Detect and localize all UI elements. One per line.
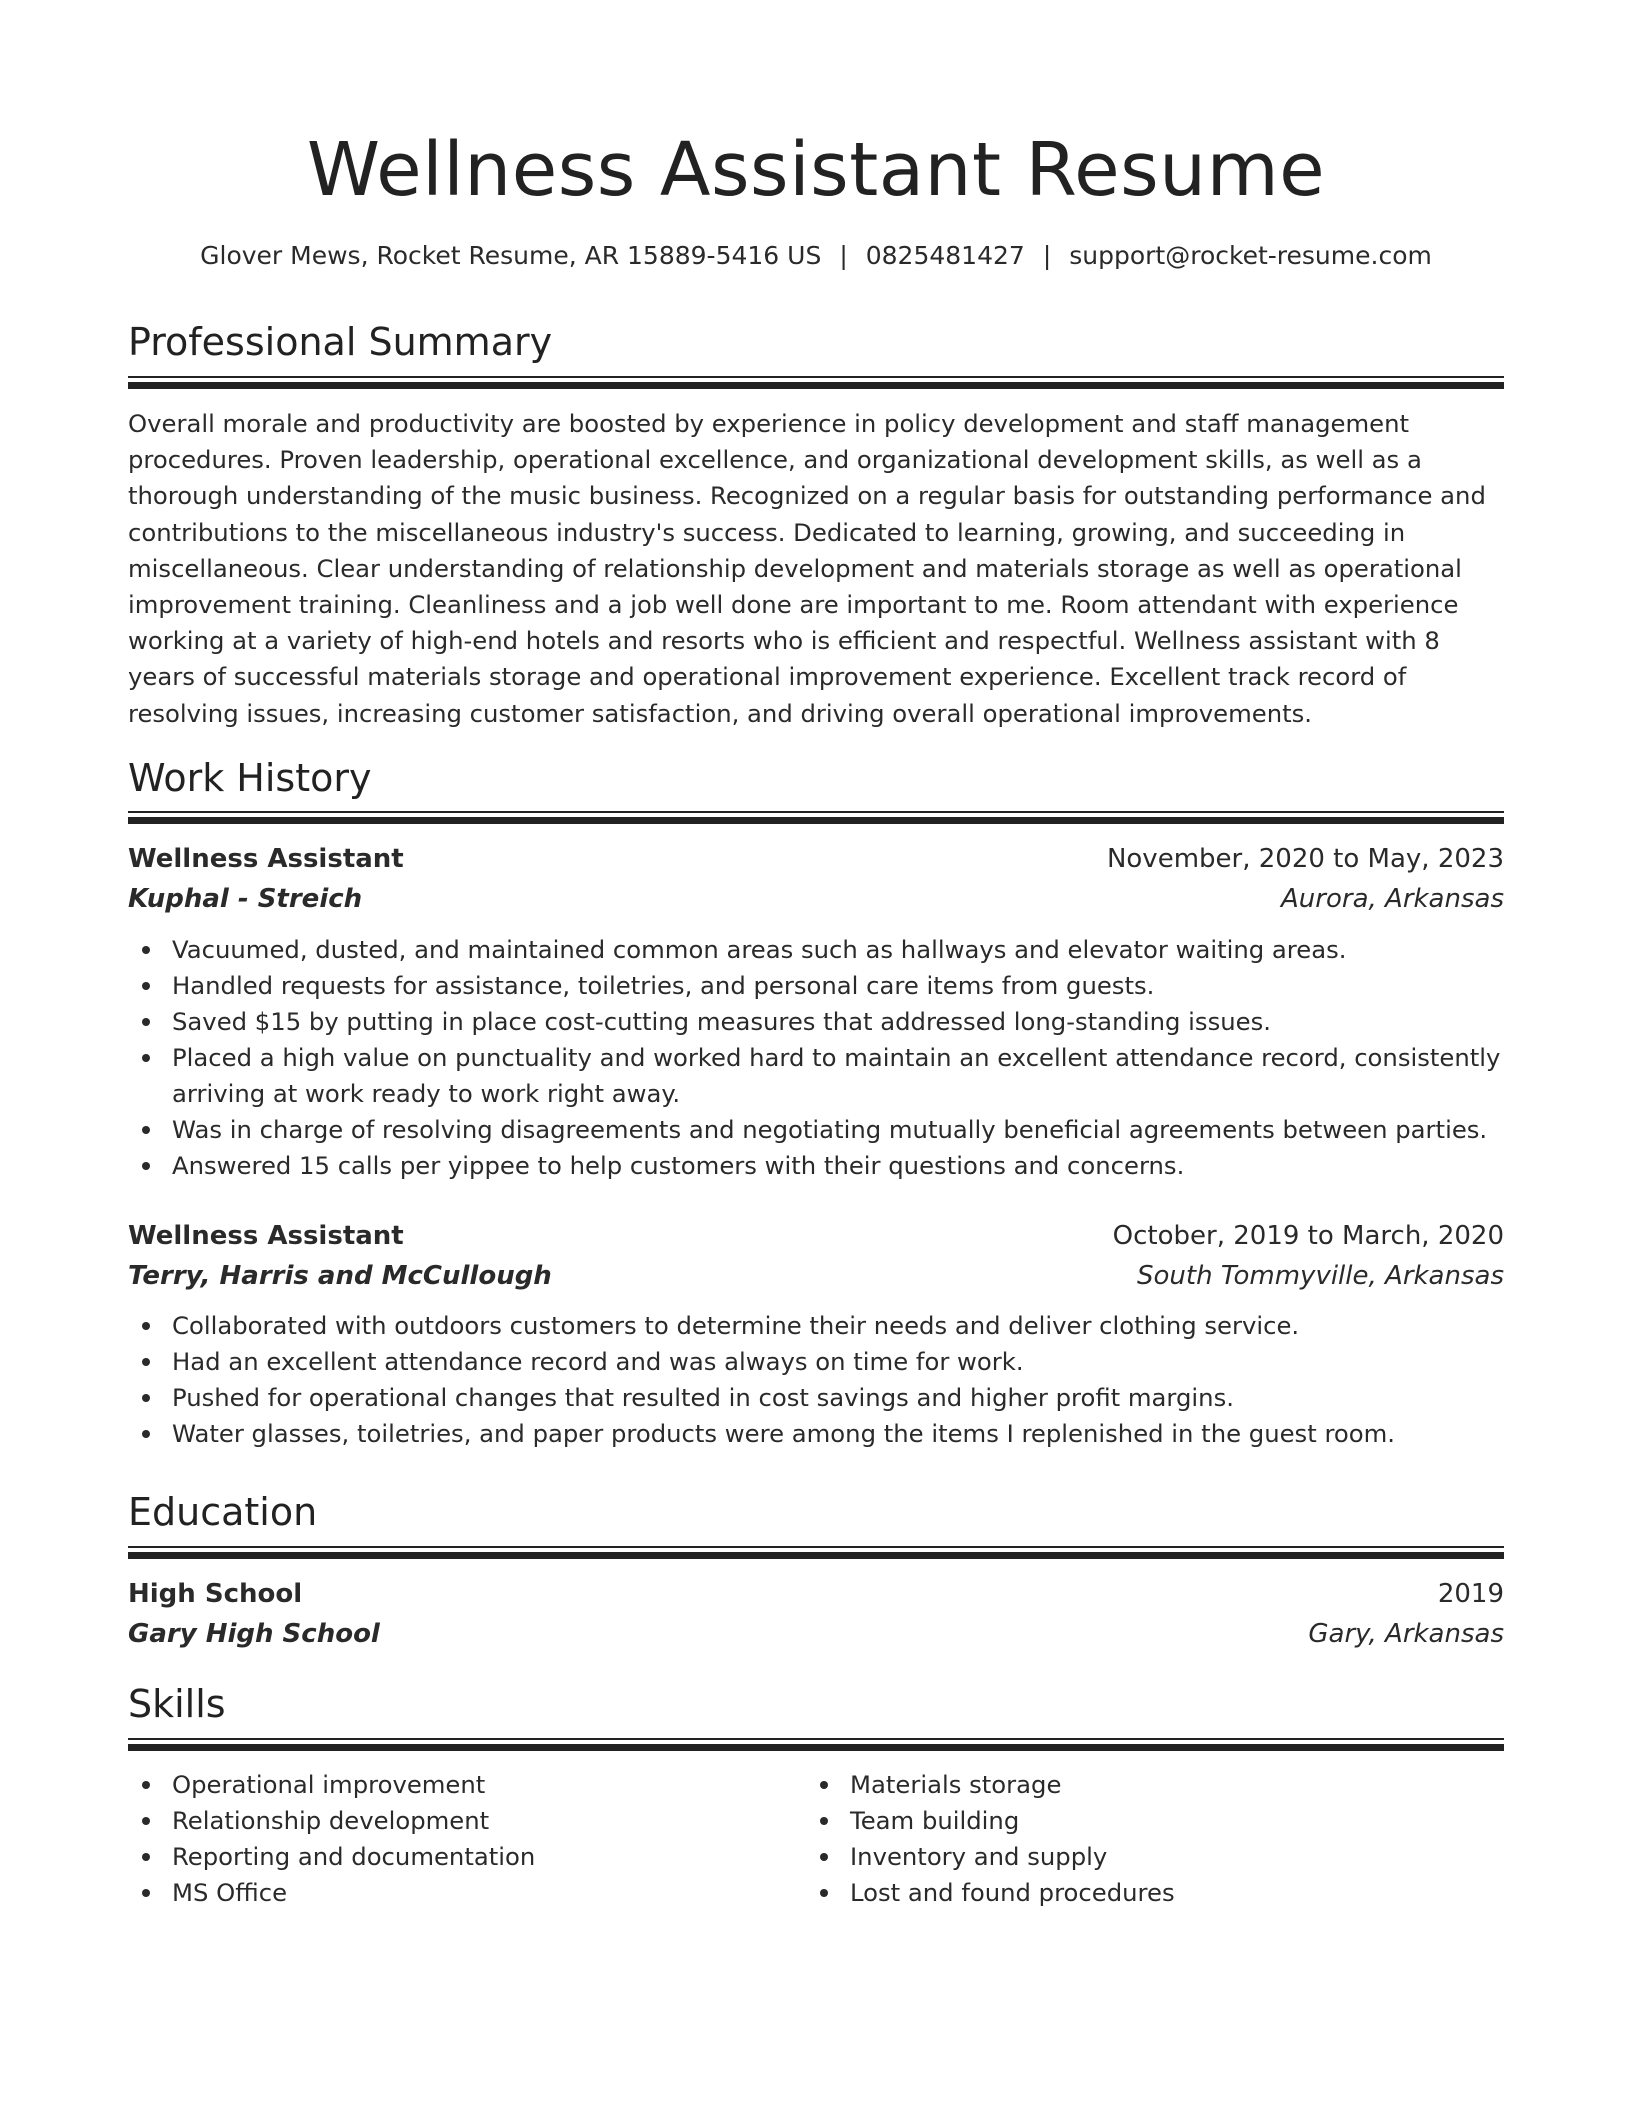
address-text: Glover Mews, Rocket Resume, AR 15889-5416 US — [200, 241, 822, 270]
bullet-icon — [142, 946, 150, 954]
bullet-icon — [142, 1394, 150, 1402]
bullet-icon — [142, 1162, 150, 1170]
skill-text: Relationship development — [172, 1806, 490, 1835]
skill-text: Inventory and supply — [850, 1842, 1108, 1871]
list-item — [128, 1004, 1504, 1040]
job-company-row — [128, 1256, 1504, 1296]
list-item — [128, 968, 1504, 1004]
duty-text: Saved $15 by putting in place cost-cutting measures that addressed long-standing issues. — [172, 1007, 1271, 1036]
job-header-row — [128, 839, 1504, 879]
skills-list-right — [806, 1767, 1482, 1911]
education-heading: Education — [128, 1490, 318, 1534]
job-duties-list — [128, 1308, 1504, 1452]
list-item — [806, 1767, 1482, 1803]
duty-text: Vacuumed, dusted, and maintained common areas such as hallways and elevator waiting areas. — [172, 935, 1347, 964]
list-item — [128, 1148, 1504, 1184]
bullet-icon — [142, 1018, 150, 1026]
contact-separator: | — [839, 241, 848, 270]
bullet-icon — [142, 1853, 150, 1861]
list-item — [128, 1416, 1504, 1452]
bullet-icon — [820, 1817, 828, 1825]
work-history-heading: Work History — [128, 756, 372, 800]
bullet-icon — [142, 1358, 150, 1366]
list-item — [128, 932, 1504, 968]
list-item — [806, 1875, 1482, 1911]
summary-heading: Professional Summary — [128, 320, 553, 364]
skills-heading: Skills — [128, 1682, 226, 1726]
job-dates: November, 2020 to May, 2023 — [1106, 844, 1504, 874]
section-divider — [128, 1738, 1504, 1751]
resume-title: Wellness Assistant Resume — [306, 127, 1326, 213]
section-divider — [128, 1546, 1504, 1559]
job-company: Kuphal - Streich — [128, 884, 363, 914]
bullet-icon — [142, 1781, 150, 1789]
list-item — [128, 1040, 1504, 1112]
duty-text: Placed a high value on punctuality and worked hard to maintain an excellent attendance record, consistently arriving at work ready to work right away. — [172, 1043, 1501, 1108]
duty-text: Pushed for operational changes that resulted in cost savings and higher profit margins. — [172, 1383, 1234, 1412]
duty-text: Was in charge of resolving disagreements and negotiating mutually beneficial agreements between parties. — [172, 1115, 1488, 1144]
contact-separator: | — [1042, 241, 1052, 270]
job-duties-list — [128, 932, 1504, 1184]
job-company-row — [128, 879, 1504, 919]
list-item — [128, 1112, 1504, 1148]
job-header-row — [128, 1216, 1504, 1256]
contact-line — [128, 238, 1504, 274]
education-header-row — [128, 1574, 1504, 1614]
section-divider — [128, 376, 1504, 389]
list-item — [128, 1308, 1504, 1344]
list-item — [128, 1875, 804, 1911]
education-school-row — [128, 1614, 1504, 1654]
list-item — [128, 1767, 804, 1803]
skill-text: Lost and found procedures — [850, 1878, 1175, 1907]
job-title: Wellness Assistant — [128, 844, 404, 874]
bullet-icon — [142, 1817, 150, 1825]
skill-text: Operational improvement — [172, 1770, 486, 1799]
duty-text: Handled requests for assistance, toiletries, and personal care items from guests. — [172, 971, 1155, 1000]
duty-text: Had an excellent attendance record and was always on time for work. — [172, 1347, 1024, 1376]
duty-text: Collaborated with outdoors customers to determine their needs and deliver clothing service. — [172, 1311, 1300, 1340]
skill-text: MS Office — [172, 1878, 288, 1907]
skill-text: Team building — [850, 1806, 1020, 1835]
list-item — [128, 1839, 804, 1875]
job-dates: October, 2019 to March, 2020 — [1112, 1221, 1504, 1251]
bullet-icon — [142, 1889, 150, 1897]
skill-text: Reporting and documentation — [172, 1842, 536, 1871]
list-item — [128, 1803, 804, 1839]
duty-text: Answered 15 calls per yippee to help customers with their questions and concerns. — [172, 1151, 1185, 1180]
bullet-icon — [820, 1853, 828, 1861]
skill-text: Materials storage — [850, 1770, 1062, 1799]
bullet-icon — [142, 1126, 150, 1134]
list-item — [806, 1839, 1482, 1875]
bullet-icon — [820, 1781, 828, 1789]
education-year: 2019 — [1437, 1579, 1504, 1609]
education-school: Gary High School — [128, 1619, 380, 1649]
job-title: Wellness Assistant — [128, 1221, 404, 1251]
email-link[interactable]: support@rocket-resume.com — [1069, 241, 1432, 270]
bullet-icon — [142, 1054, 150, 1062]
duty-text: Water glasses, toiletries, and paper products were among the items I replenished in the guest room. — [172, 1419, 1396, 1448]
job-location: South Tommyville, Arkansas — [1137, 1261, 1504, 1291]
skills-list-left — [128, 1767, 804, 1911]
bullet-icon — [142, 982, 150, 990]
section-divider — [128, 811, 1504, 824]
bullet-icon — [820, 1889, 828, 1897]
phone-text: 0825481427 — [865, 241, 1025, 270]
education-degree: High School — [128, 1579, 303, 1609]
bullet-icon — [142, 1322, 150, 1330]
job-location: Aurora, Arkansas — [1281, 884, 1504, 914]
list-item — [806, 1803, 1482, 1839]
bullet-icon — [142, 1430, 150, 1438]
list-item — [128, 1380, 1504, 1416]
list-item — [128, 1344, 1504, 1380]
summary-text: Overall morale and productivity are boosted by experience in policy development and staff management procedures. Proven leadership, operational excellence, and organizational development skills, as well as a thorough understanding of the music business. Recognized on a regular basis for outstanding performance and contributions to the miscellaneous industry's success. Dedicated to learning, growing, and succeeding in miscellaneous. Clear understanding of relationship development and materials storage as well as operational improvement training. Cleanliness and a job well done are important to me. Room attendant with experience working at a variety of high-end hotels and resorts who is efficient and respectful. Wellness assistant with 8 years of successful materials storage and operational improvement experience. Excellent track record of resolving issues, increasing customer satisfaction, and driving overall operational improvements. — [128, 409, 1486, 728]
education-location: Gary, Arkansas — [1308, 1619, 1504, 1649]
job-company: Terry, Harris and McCullough — [128, 1261, 552, 1291]
